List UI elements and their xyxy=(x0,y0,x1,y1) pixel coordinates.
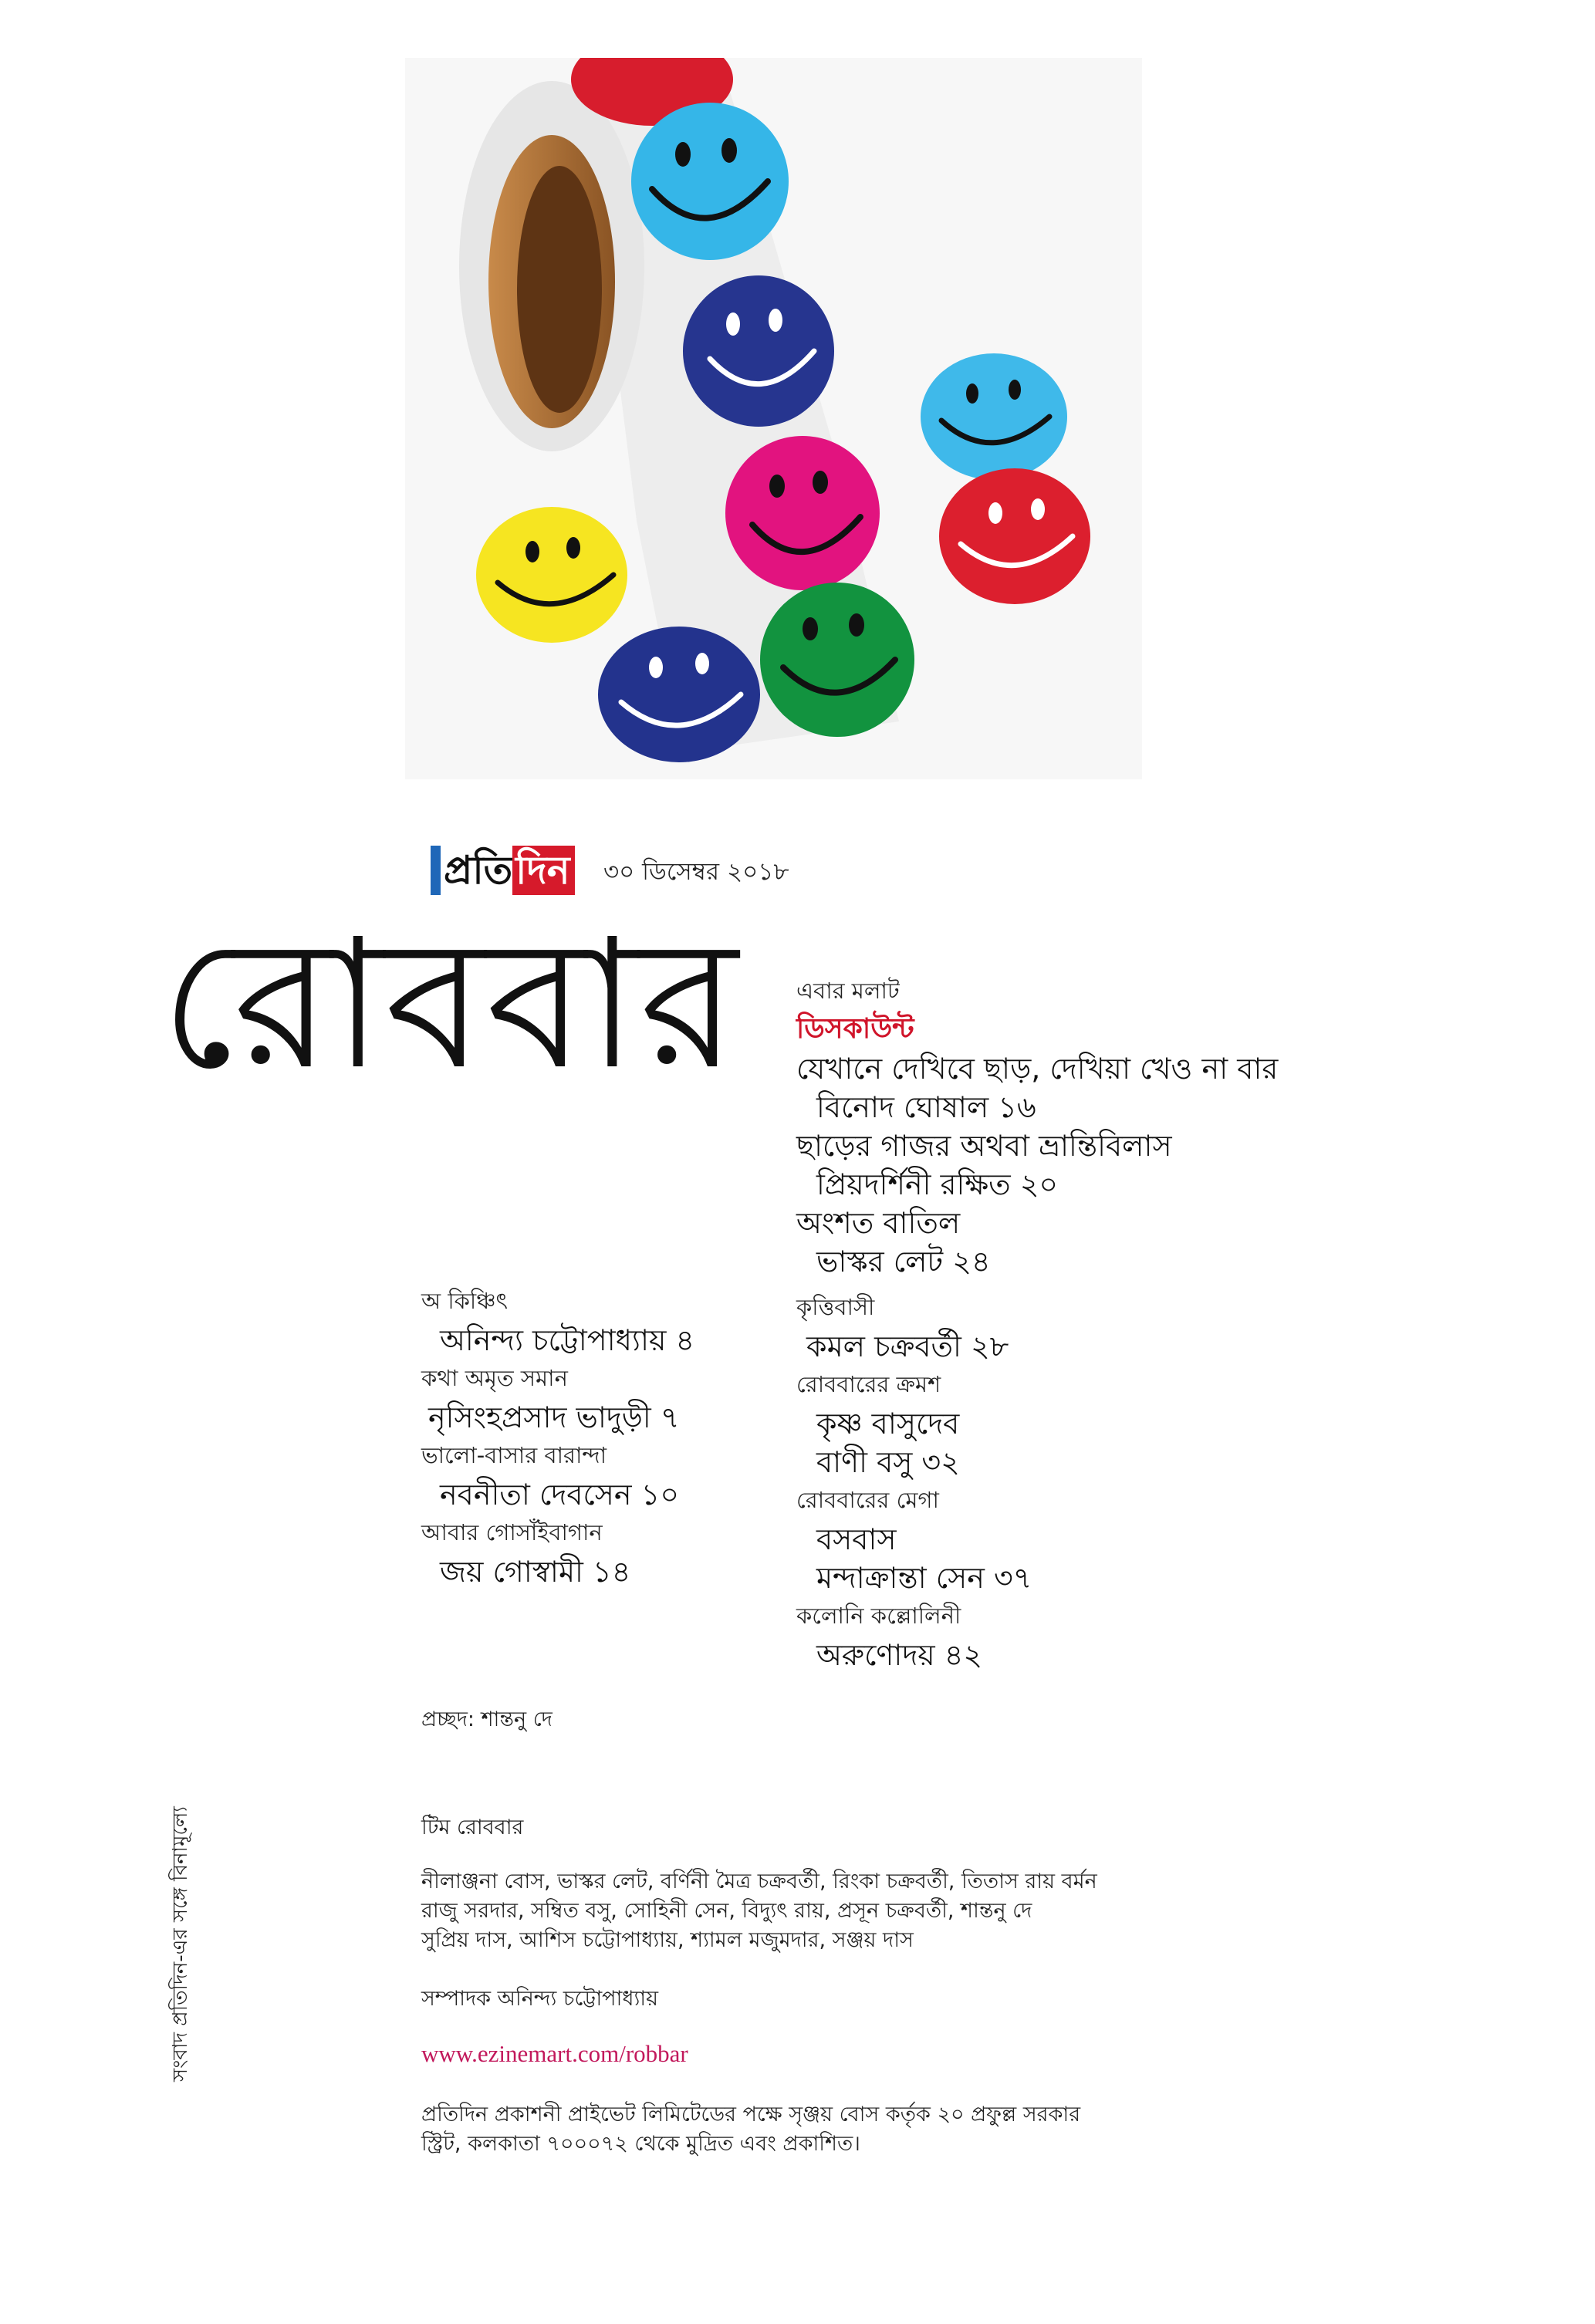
section-label: কৃত্তিবাসী xyxy=(796,1294,875,1320)
cover-photo xyxy=(405,58,1142,779)
team-line: নীলাঞ্জনা বোস, ভাস্কর লেট, বর্ণিনী মৈত্র চক্রবর্তী, রিংকা চক্রবর্তী, তিতাস রায় বর্মন xyxy=(421,1870,1097,1893)
article-author: ভাস্কর লেট ২৪ xyxy=(816,1245,991,1279)
column-label: অ কিঞ্চিৎ xyxy=(421,1288,509,1314)
logo-blue-bar xyxy=(431,846,441,895)
masthead-title: রোববার xyxy=(161,900,740,1109)
sticker-cyan-1 xyxy=(631,103,789,260)
section-line: কমল চক্রবর্তী ২৮ xyxy=(806,1329,1009,1363)
smiley-stickers-illustration xyxy=(405,58,1142,779)
team-label: টিম রোববার xyxy=(421,1816,524,1839)
article-author: বিনোদ ঘোষাল ১৬ xyxy=(816,1090,1036,1124)
sticker-green xyxy=(760,583,914,737)
article-title: অংশত বাতিল xyxy=(796,1206,961,1240)
cover-story-heading: ডিসকাউন্ট xyxy=(796,1013,914,1045)
article-title: ছাড়ের গাজর অথবা ভ্রান্তিবিলাস xyxy=(796,1129,1172,1163)
website-link[interactable]: www.ezinemart.com/robbar xyxy=(421,2040,688,2067)
sticker-yellow xyxy=(476,507,627,643)
article-author: প্রিয়দর্শিনী রক্ষিত ২০ xyxy=(816,1167,1059,1201)
team-line: সুপ্রিয় দাস, আশিস চট্টোপাধ্যায়, শ্যামল মজুমদার, সঞ্জয় দাস xyxy=(421,1928,914,1952)
column-author: জয় গোস্বামী ১৪ xyxy=(440,1555,631,1589)
column-author: নৃসিংহপ্রসাদ ভাদুড়ী ৭ xyxy=(428,1400,680,1434)
sticker-cyan-2 xyxy=(921,353,1067,480)
editor-credit: সম্পাদক অনিন্দ্য চট্টোপাধ্যায় xyxy=(421,1987,659,2011)
issue-date: ৩০ ডিসেম্বর ২০১৮ xyxy=(603,858,789,886)
section-label: রোববারের মেগা xyxy=(796,1487,939,1513)
sticker-red xyxy=(939,468,1090,604)
team-line: রাজু সরদার, সম্বিত বসু, সোহিনী সেন, বিদ্যুৎ রায়, প্রসূন চক্রবর্তী, শান্তনু দে xyxy=(421,1899,1032,1923)
section-line: বাণী বসু ৩২ xyxy=(816,1445,960,1479)
column-author: নবনীতা দেবসেন ১০ xyxy=(440,1478,680,1512)
section-line: মন্দাক্রান্তা সেন ৩৭ xyxy=(816,1561,1032,1595)
pratidin-logo xyxy=(431,844,575,897)
logo-text-left: প্রতি xyxy=(444,848,513,893)
section-label: রোববারের ক্রমশ xyxy=(796,1371,941,1397)
sticker-magenta xyxy=(725,436,880,590)
column-label: কথা অমৃত সমান xyxy=(421,1365,568,1391)
sticker-navy-1 xyxy=(683,275,834,427)
section-line: কৃষ্ণ বাসুদেব xyxy=(816,1407,960,1441)
cover-story-label: এবার মলাট xyxy=(796,978,900,1004)
article-title: যেখানে দেখিবে ছাড়, দেখিয়া খেও না বার xyxy=(796,1052,1279,1086)
column-label: ভালো-বাসার বারান্দা xyxy=(421,1442,607,1468)
logo-text-right: দিন xyxy=(512,846,574,895)
side-note: সংবাদ প্রতিদিন-এর সঙ্গে বিনামূল্যে xyxy=(169,1806,192,2082)
cover-credit: প্রচ্ছদ: শান্তনু দে xyxy=(421,1708,553,1731)
section-line: অরুণোদয় ৪২ xyxy=(816,1638,983,1672)
column-author: অনিন্দ্য চট্টোপাধ্যায় ৪ xyxy=(440,1323,695,1357)
section-line: বসবাস xyxy=(816,1522,897,1556)
column-label: আবার গোসাঁইবাগান xyxy=(421,1519,603,1545)
publisher-line: প্রতিদিন প্রকাশনী প্রাইভেট লিমিটেডের পক্ষে সৃঞ্জয় বোস কর্তৃক ২০ প্রফুল্ল সরকার xyxy=(421,2103,1081,2126)
publisher-line: স্ট্রিট, কলকাতা ৭০০০৭২ থেকে মুদ্রিত এবং প্রকাশিত। xyxy=(421,2132,860,2156)
sticker-navy-2 xyxy=(598,627,760,762)
section-label: কলোনি কল্লোলিনী xyxy=(796,1603,961,1629)
